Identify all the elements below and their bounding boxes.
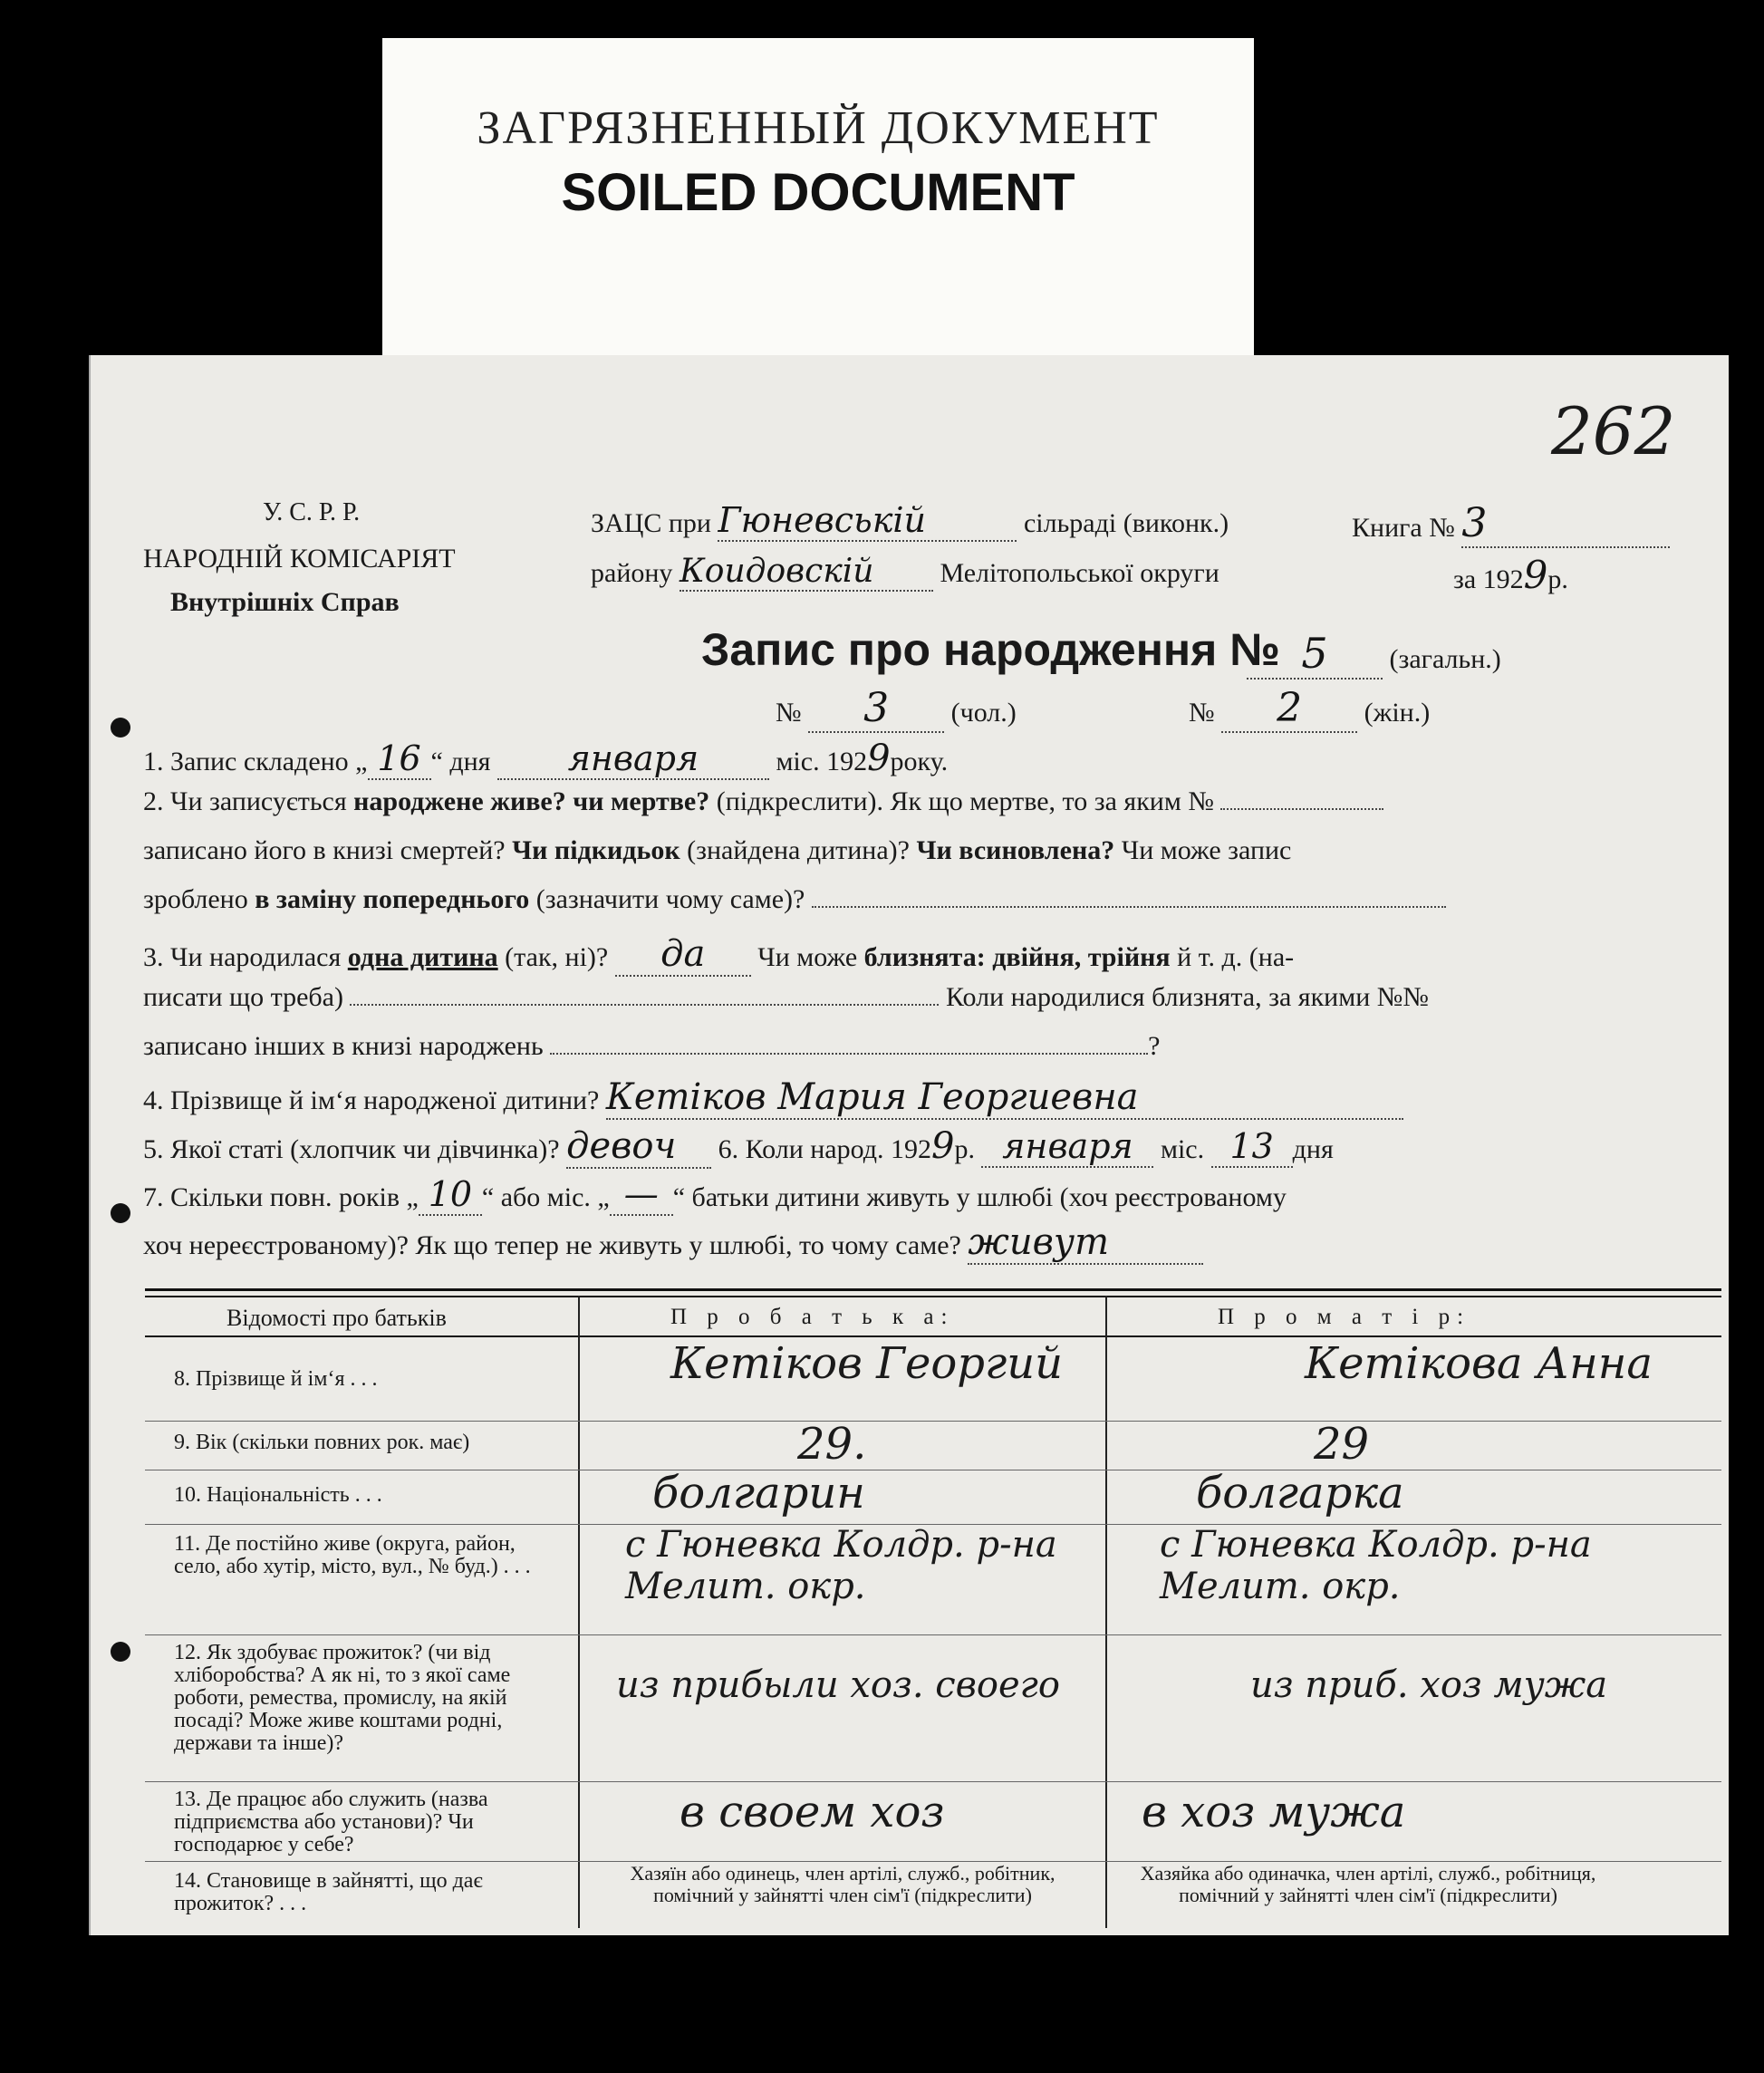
table-col-label: Відомості про батьків [227,1305,447,1331]
record-month-handwritten: января [497,738,769,780]
twins-numbers-field [550,1053,1148,1055]
table-col-father: П р о б а т ь к а: [670,1305,955,1329]
zags-prefix: ЗАЦС при [591,508,711,538]
general-number-line [1247,629,1501,680]
father-livelihood-handwritten: из прибыли хоз. своего [616,1664,1060,1706]
item-6-text: р. [954,1134,975,1164]
item-2-bold: Чи підкидьок [512,835,680,865]
item-2-line-3 [143,884,1446,915]
ussr-header: У. С. Р. Р. [263,498,361,526]
item-3-text: й т. д. (на- [1170,942,1295,972]
record-title: Запис про народження № [701,624,1280,675]
mother-name-handwritten: Кетікова Анна [1305,1338,1653,1389]
punch-hole [111,1203,130,1223]
mother-residence-handwritten: с Гюневка Колдр. р-на Мелит. окр. [1160,1524,1592,1607]
item-3-text: записано інших в книзі народжень [143,1031,544,1061]
year-suffix: р. [1547,564,1568,594]
item-7-text: 7. Скільки повн. років „ [143,1182,419,1212]
zags-line [591,500,1229,542]
item-6-text: міс. [1160,1134,1205,1164]
district-line [591,553,1219,592]
item-3-bold: одна дитина [347,942,498,972]
death-book-number-field [1220,808,1383,810]
item-3-bold: близнята: двійня, трійня [863,942,1171,972]
male-suffix: (чол.) [950,698,1017,728]
father-nationality-handwritten: болгарин [652,1468,865,1519]
table-row-divider [145,1781,1721,1782]
birth-month-handwritten: января [981,1126,1153,1168]
item-4 [143,1076,1403,1120]
birth-day-handwritten: 13 [1211,1126,1293,1168]
female-number-handwritten: 2 [1221,685,1357,733]
marriage-status-handwritten: живут [968,1221,1203,1265]
item-1-text: 1. Запис складено „ [143,747,368,776]
item-6-text: дня [1292,1134,1334,1164]
page-number: 262 [1551,393,1676,469]
label-en: SOILED DOCUMENT [561,163,1075,222]
item-2-bold: Чи всиновлена? [916,835,1115,865]
item-5-label: 5. Якої статі (хлопчик чи дівчинка)? [143,1134,560,1164]
year-prefix: за 192 [1453,564,1524,594]
female-suffix: (жін.) [1364,698,1431,728]
item-3-text: ? [1148,1031,1161,1061]
item-2-text: Чи може запис [1114,835,1292,865]
item-2-bold: народжене живе? чи мертве? [353,786,710,816]
child-name-handwritten: Кетіков Мария Георгиевна [606,1076,1403,1120]
book-label: Книга № [1352,513,1455,543]
father-name-handwritten: Кетіков Георгий [670,1338,1064,1389]
marriage-months-handwritten: — [610,1174,673,1216]
item-2-text: (знайдена дитина)? [680,835,917,865]
table-row-label: 9. Вік (скільки повних рок. має) [174,1431,470,1454]
item-7-text: “ або міс. „ [481,1182,610,1212]
record-year-handwritten: 9 [867,738,891,779]
district-handwritten: Коидовскій [680,553,933,592]
commissariat-header: НАРОДНІЙ КОМІСАРІЯТ [143,544,456,574]
twins-field [350,1004,939,1006]
item-3-line-3 [143,1031,1161,1062]
item-6-text: 6. Коли народ. 192 [718,1134,932,1164]
item-3-text: Чи може [757,942,864,972]
item-2-text: 2. Чи записується [143,786,354,816]
item-3-text: Коли народилися близнята, за якими №№ [945,982,1429,1012]
item-2-text: (підкреслити). Як що мертве, то за яким № [709,786,1214,816]
table-row-label: 11. Де постійно живе (округа, район, село, або хутір, місто, вул., № буд.) . . . [174,1532,531,1578]
punch-hole [111,1642,130,1662]
table-col-mother: П р о м а т і р: [1218,1305,1471,1329]
male-number-line [776,685,1017,733]
father-age-handwritten: 29. [797,1419,867,1470]
birth-record-sheet [89,355,1729,1935]
table-row-label: 13. Де працює або служить (назва підприємства або установи)? Чи господарює у себе? [174,1788,488,1856]
female-no-sign: № [1189,698,1215,728]
child-sex-handwritten: девоч [566,1125,711,1169]
replacement-reason-field [812,906,1446,908]
male-no-sign: № [776,698,802,728]
mother-workplace-handwritten: в хоз мужа [1142,1787,1406,1837]
father-employment-status: Хазяїн або одинець, член артілі, служб., робітник, помічний у зайнятті член сім'ї (підкреслити) [630,1862,1056,1906]
general-number-handwritten: 5 [1247,629,1383,680]
male-number-handwritten: 3 [808,685,944,733]
item-7-text: хоч нереєстрованому)? Як що тепер не живуть у шлюбі, то чому саме? [143,1230,961,1260]
department-header: Внутрішніх Справ [170,587,400,617]
table-row-divider [145,1634,1721,1635]
item-1-text: року. [890,747,949,776]
father-residence-handwritten: с Гюневка Колдр. р-на Мелит. окр. [625,1524,1057,1607]
item-4-label: 4. Прізвище й ім‘я народженої дитини? [143,1085,600,1115]
item-3-text: (так, ні)? [497,942,609,972]
mother-age-handwritten: 29 [1314,1419,1370,1470]
record-title-line [701,623,1280,676]
book-line [1352,500,1670,548]
birth-year-handwritten: 9 [931,1125,955,1167]
label-ru: ЗАГРЯЗНЕННЫЙ ДОКУМЕНТ [477,102,1160,154]
item-1 [143,738,948,780]
item-2-text: зроблено [143,884,255,914]
table-header-rule [145,1335,1721,1337]
column-divider [1105,1296,1107,1928]
item-3-line-2 [143,982,1429,1013]
item-2-text: записано його в книзі смертей? [143,835,513,865]
item-2-text: (зазначити чому саме)? [529,884,805,914]
father-workplace-handwritten: в своем хоз [680,1787,945,1837]
table-row-label: 8. Прізвище й ім‘я . . . [174,1367,378,1391]
table-row-divider [145,1421,1721,1422]
soiled-document-label [382,38,1254,355]
table-top-rule [145,1296,1721,1297]
item-5-6 [143,1125,1334,1169]
item-2-line-1 [143,786,1383,817]
item-2-line-2 [143,835,1291,866]
item-3-text: писати що треба) [143,982,343,1012]
item-7-line-2 [143,1221,1203,1265]
table-row-label: 14. Становище в зайнятті, що дає прожиток? . . . [174,1869,483,1915]
item-7-line-1 [143,1174,1287,1216]
column-divider [578,1296,580,1928]
village-handwritten: Гюневській [718,500,1017,542]
mother-livelihood-handwritten: из приб. хоз мужа [1250,1664,1608,1706]
table-row-label: 12. Як здобуває прожиток? (чи від хліборобства? А як ні, то з якої саме роботи, ремества, промислу, на якій посаді? Може живе коштами родні, держави та інше)? [174,1641,511,1755]
female-number-line [1189,685,1430,733]
punch-hole [111,718,130,738]
item-7-text: “ батьки дитини живуть у шлюбі (хоч реєстрованому [672,1182,1287,1212]
table-row-label: 10. Національність . . . [174,1483,382,1507]
general-suffix: (загальн.) [1389,644,1501,674]
record-day-handwritten: 16 [368,738,431,780]
mother-nationality-handwritten: болгарка [1196,1468,1404,1519]
item-3-line-1 [143,933,1294,977]
item-3-text: 3. Чи народилася [143,942,348,972]
year-handwritten: 9 [1523,553,1548,597]
single-child-handwritten: да [615,933,751,977]
okrug: Мелітопольської округи [940,558,1219,588]
table-top-rule [145,1288,1721,1291]
item-2-bold: в заміну попереднього [255,884,530,914]
marriage-years-handwritten: 10 [419,1174,482,1216]
item-1-text: міс. 192 [776,747,868,776]
village-suffix: сільраді (виконк.) [1023,508,1229,538]
book-number-handwritten: 3 [1461,500,1670,548]
item-1-text: “ дня [430,747,491,776]
district-prefix: району [591,558,673,588]
mother-employment-status: Хазяйка або одиначка, член артілі, служб., робітниця, помічний у зайнятті член сім'ї (підкреслити) [1140,1862,1596,1906]
year-line [1453,553,1568,597]
